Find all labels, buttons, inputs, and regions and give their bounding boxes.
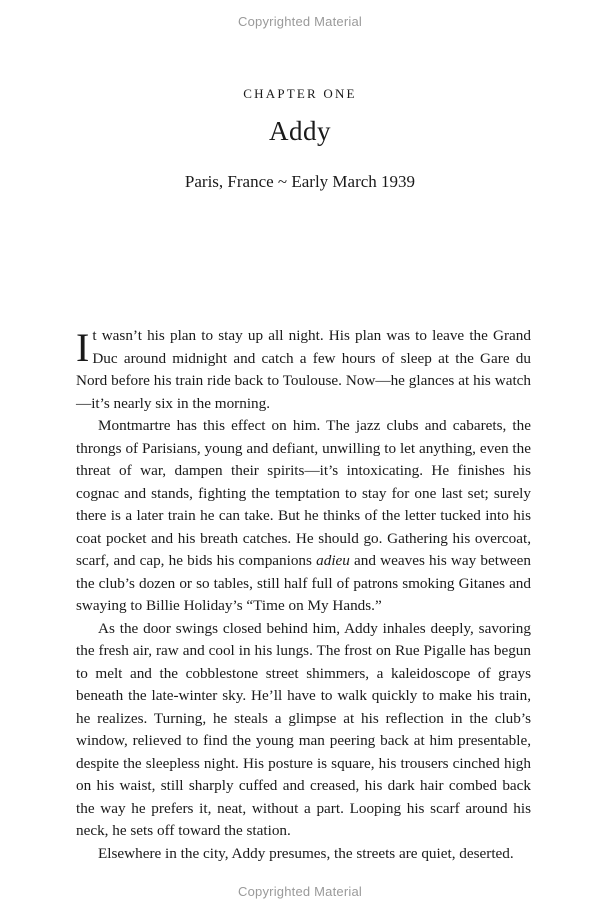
paragraph-2-text-after: and weaves his way between the club’s dozen or so tables, still half full of patrons smoking Gitanes and swaying to Billie Holiday’s “Time on My Hands.”	[76, 552, 532, 614]
chapter-title: Addy	[269, 116, 331, 146]
drop-cap: I	[76, 325, 90, 370]
paragraph-1	[76, 325, 531, 415]
paragraph-2-italic: adieu	[316, 552, 350, 569]
chapter-subtitle: Paris, France ~ Early March 1939	[184, 172, 416, 191]
paragraph-2-text-before: Montmartre has this effect on him. The jazz clubs and cabarets, the throngs of Parisians, young and defiant, unwilling to let anything, even the threat of war, dampen their spirits—it’s intoxicating. He finishes his cognac and stands, fighting the temptation to stay for one last set; surely there is a later train he can take. But he thinks of the letter tucked into his coat pocket and his breath catches. He should go. Gathering his overcoat, scarf, and cap, he bids his companions	[76, 417, 531, 569]
paragraph-2	[76, 415, 531, 618]
paragraph-3: As the door swings closed behind him, Addy inhales deeply, savoring the fresh air, raw and cool in his lungs. The frost on Rue Pigalle has begun to melt and the cobblestone street shimmers, a kaleidoscope of grays beneath the late-winter sky. He’ll have to walk quickly to make his train, he realizes. Turning, he steals a glimpse at his reflection in the club’s window, relieved to find the young man peering back at him presentable, despite the sleepless night. His posture is square, his trousers cinched high on his waist, still sharply cuffed and creased, his dark hair combed back the way he prefers it, neat, without a part. Looping his scarf around his neck, he sets off toward the station.	[76, 619, 531, 839]
chapter-label: CHAPTER ONE	[243, 86, 357, 101]
paragraph-1-text: t wasn’t his plan to stay up all night. His plan was to leave the Grand Duc around midnight and catch a few hours of sleep at the Gare du Nord before his train ride back to Toulouse. Now—he glances at his watch—it’s nearly six in the morning.	[76, 327, 531, 412]
watermark-top: Copyrighted Material	[238, 14, 362, 29]
body-text	[76, 325, 531, 865]
paragraph-4: Elsewhere in the city, Addy presumes, the streets are quiet, deserted.	[98, 844, 514, 862]
watermark-bottom: Copyrighted Material	[238, 884, 362, 899]
